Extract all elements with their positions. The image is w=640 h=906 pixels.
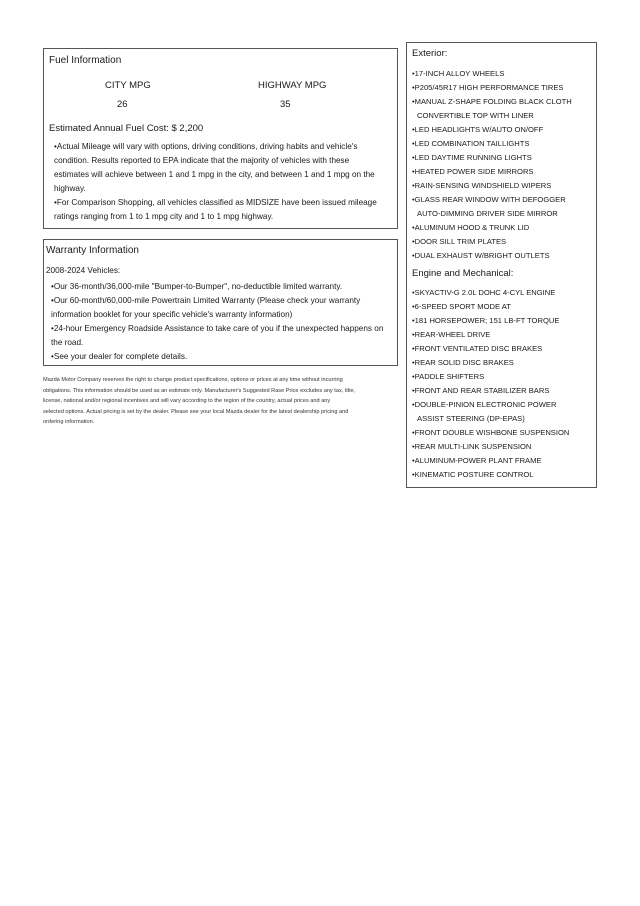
exterior-feature: •DUAL EXHAUST W/BRIGHT OUTLETS xyxy=(412,251,550,260)
engine-feature: •6-SPEED SPORT MODE AT xyxy=(412,302,511,311)
warranty-item-continued: information booklet for your specific vehicle's warranty information) xyxy=(51,310,293,319)
highway-mpg-value: 35 xyxy=(280,99,291,110)
engine-feature: •REAR MULTI-LINK SUSPENSION xyxy=(412,442,532,451)
engine-features-list xyxy=(412,286,592,482)
fuel-note-continued: highway. xyxy=(54,184,86,193)
disclaimer-line: Mazda Motor Company reserves the right to change product specifications, options or prices at any time without incurring xyxy=(43,377,343,383)
exterior-feature: •P205/45R17 HIGH PERFORMANCE TIRES xyxy=(412,83,564,92)
disclaimer-line: obligations. This information should be used as an estimate only. Manufacturer's Suggested Rase Price excludes any tax, title, xyxy=(43,387,356,394)
warranty-subtitle: 2008-2024 Vehicles: xyxy=(46,266,121,275)
fuel-information-box xyxy=(43,48,398,229)
fuel-note-continued: estimates will achieve between 1 and 1 mpg in the city, and between 1 and 1 mpg on the xyxy=(54,170,375,179)
engine-feature: •ALUMINUM-POWER PLANT FRAME xyxy=(412,456,542,465)
disclaimer-line: selected options. Actual pricing is set by the dealer. Please see your local Mazda dealer for the latest dealership pricing and xyxy=(43,408,349,415)
exterior-feature-continued: CONVERTIBLE TOP WITH LINER xyxy=(417,111,534,120)
engine-feature: •DOUBLE-PINION ELECTRONIC POWER xyxy=(412,400,557,409)
disclaimer-line: license, national and/or regional incentives and will vary according to the region of the country, actual prices and any xyxy=(43,398,331,404)
engine-feature: •KINEMATIC POSTURE CONTROL xyxy=(412,470,534,479)
warranty-information-box xyxy=(43,239,398,366)
city-mpg-label: CITY MPG xyxy=(105,80,151,91)
fuel-note: •Actual Mileage will vary with options, driving conditions, driving habits and vehicle's xyxy=(54,142,358,151)
exterior-feature: •LED COMBINATION TAILLIGHTS xyxy=(412,139,530,148)
fuel-notes-list xyxy=(49,140,391,224)
exterior-feature: •MANUAL Z-SHAPE FOLDING BLACK CLOTH xyxy=(412,97,572,106)
engine-feature: •PADDLE SHIFTERS xyxy=(412,372,485,381)
exterior-title: Exterior: xyxy=(412,48,448,59)
warranty-item-continued: the road. xyxy=(51,338,84,347)
exterior-feature: •ALUMINUM HOOD & TRUNK LID xyxy=(412,223,530,232)
exterior-feature: •DOOR SILL TRIM PLATES xyxy=(412,237,507,246)
fuel-note-continued: condition. Results reported to EPA indicate that the majority of vehicles with these xyxy=(54,156,350,165)
engine-feature: •FRONT VENTILATED DISC BRAKES xyxy=(412,344,543,353)
disclaimer-line: ordering information. xyxy=(43,419,95,425)
engine-feature: •181 HORSEPOWER; 151 LB-FT TORQUE xyxy=(412,316,560,325)
exterior-feature: •HEATED POWER SIDE MIRRORS xyxy=(412,167,534,176)
exterior-feature: •LED DAYTIME RUNNING LIGHTS xyxy=(412,153,532,162)
warranty-item: •Our 36-month/36,000-mile "Bumper-to-Bumper", no-deductible limited warranty. xyxy=(51,282,343,291)
estimated-annual-fuel-cost: Estimated Annual Fuel Cost: $ 2,200 xyxy=(49,123,204,134)
engine-feature-continued: ASSIST STEERING (DP-EPAS) xyxy=(417,414,525,423)
exterior-feature: •LED HEADLIGHTS W/AUTO ON/OFF xyxy=(412,125,544,134)
engine-feature: •FRONT AND REAR STABILIZER BARS xyxy=(412,386,550,395)
exterior-feature: •17-INCH ALLOY WHEELS xyxy=(412,69,505,78)
engine-feature: •REAR-WHEEL DRIVE xyxy=(412,330,491,339)
warranty-title: Warranty Information xyxy=(46,245,139,256)
exterior-feature: •GLASS REAR WINDOW WITH DEFOGGER xyxy=(412,195,566,204)
features-box xyxy=(406,42,597,488)
engine-feature: •REAR SOLID DISC BRAKES xyxy=(412,358,514,367)
warranty-item: •See your dealer for complete details. xyxy=(51,352,188,361)
exterior-features-list xyxy=(412,67,592,263)
warranty-item: •24-hour Emergency Roadside Assistance to take care of you if the unexpected happens on xyxy=(51,324,384,333)
fuel-note-continued: ratings ranging from 1 to 1 mpg city and 1 to 1 mpg highway. xyxy=(54,212,274,221)
engine-title: Engine and Mechanical: xyxy=(412,268,514,279)
highway-mpg-label: HIGHWAY MPG xyxy=(258,80,327,91)
engine-feature: •SKYACTIV-G 2.0L DOHC 4-CYL ENGINE xyxy=(412,288,556,297)
city-mpg-value: 26 xyxy=(117,99,128,110)
warranty-items-list xyxy=(46,280,391,364)
exterior-feature-continued: AUTO-DIMMING DRIVER SIDE MIRROR xyxy=(417,209,558,218)
warranty-item: •Our 60-month/60,000-mile Powertrain Limited Warranty (Please check your warranty xyxy=(51,296,361,305)
engine-feature: •FRONT DOUBLE WISHBONE SUSPENSION xyxy=(412,428,570,437)
disclaimer-text xyxy=(43,375,398,428)
exterior-feature: •RAIN-SENSING WINDSHIELD WIPERS xyxy=(412,181,552,190)
fuel-title: Fuel Information xyxy=(49,55,122,66)
fuel-note: •For Comparison Shopping, all vehicles classified as MIDSIZE have been issued mileage xyxy=(54,198,377,207)
